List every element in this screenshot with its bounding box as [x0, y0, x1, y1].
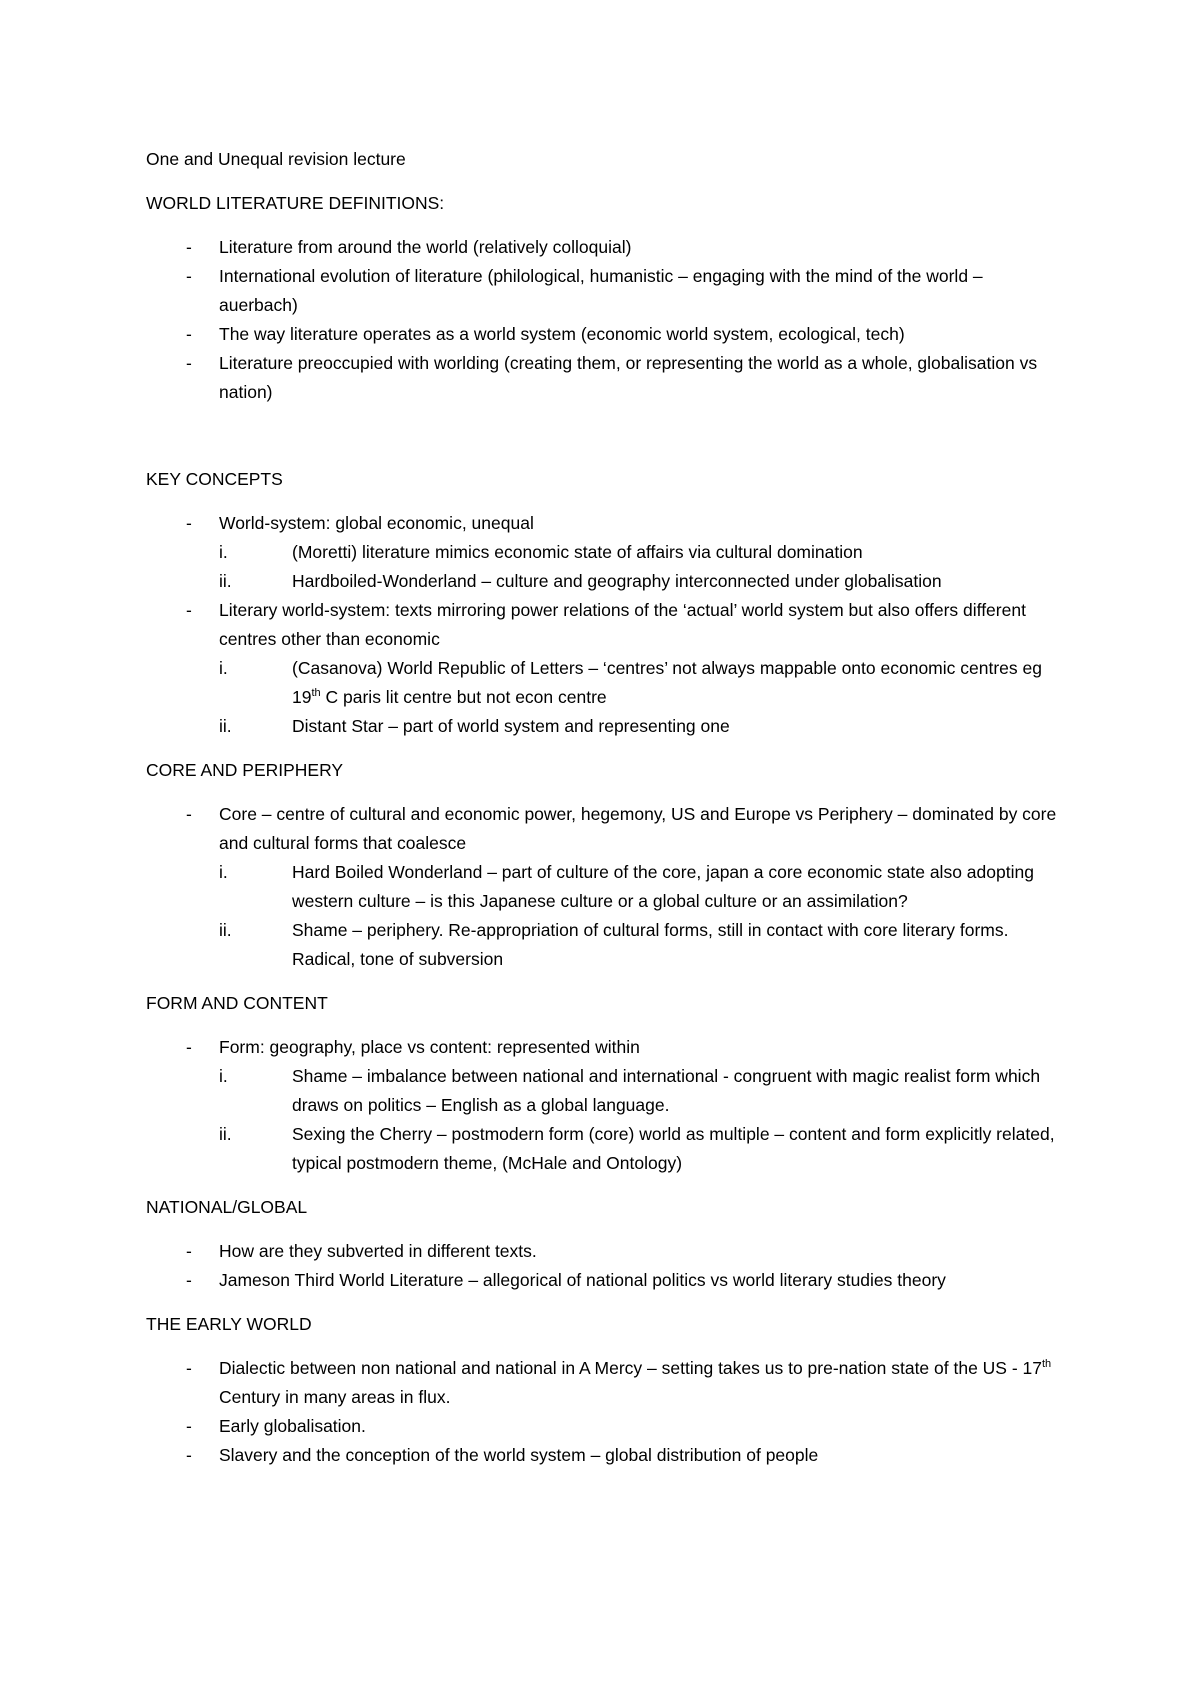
list-item-text-cont: Century in many areas in flux. — [219, 1387, 451, 1407]
list-item-text: Form: geography, place vs content: represented within — [219, 1037, 640, 1057]
bullet-list — [146, 1237, 1066, 1295]
list-item-text: Jameson Third World Literature – allegorical of national politics vs world literary studies theory — [219, 1270, 946, 1290]
list-item-text: Dialectic between non national and national in A Mercy – setting takes us to pre-nation state of the US - 17 — [219, 1358, 1042, 1378]
list-item-text: Literary world-system: texts mirroring power relations of the ‘actual’ world system but also offers different centres other than economic — [219, 600, 1026, 649]
sub-list-marker: ii. — [219, 920, 232, 940]
list-item-text: Early globalisation. — [219, 1416, 366, 1436]
document-body — [146, 145, 1066, 1485]
sub-list-item — [146, 567, 1066, 596]
sub-list-marker: ii. — [219, 1124, 232, 1144]
list-item-text: International evolution of literature (philological, humanistic – engaging with the mind of the world – auerbach) — [219, 266, 983, 315]
bullet-list — [146, 233, 1066, 407]
sub-list-item-text: Shame – imbalance between national and international - congruent with magic realist form which draws on politics – English as a global language. — [292, 1066, 1041, 1115]
section-national-global — [146, 1193, 1066, 1295]
list-item-text: Literature preoccupied with worlding (creating them, or representing the world as a whole, globalisation vs nation) — [219, 353, 1038, 402]
bullet-list — [146, 509, 1066, 741]
section-heading: WORLD LITERATURE DEFINITIONS: — [146, 193, 445, 213]
list-item — [146, 1266, 1066, 1295]
sub-list-item-text: (Casanova) World Republic of Letters – ‘centres’ not always mappable onto economic centres eg 19 — [292, 658, 1042, 707]
section-world-literature-definitions — [146, 189, 1066, 407]
document-title: One and Unequal revision lecture — [146, 149, 406, 169]
section-core-and-periphery — [146, 756, 1066, 974]
sub-list-item-text-cont: C paris lit centre but not econ centre — [320, 687, 607, 707]
list-item-text: Slavery and the conception of the world system – global distribution of people — [219, 1445, 819, 1465]
sub-list-marker: ii. — [219, 716, 232, 736]
sub-list-item-text: Shame – periphery. Re-appropriation of cultural forms, still in contact with core literary forms. Radical, tone of subversion — [292, 920, 1009, 969]
sub-list-marker: i. — [219, 1066, 228, 1086]
section-heading: KEY CONCEPTS — [146, 469, 283, 489]
sub-list — [146, 538, 1066, 596]
section-heading: CORE AND PERIPHERY — [146, 760, 344, 780]
list-item — [146, 596, 1066, 741]
superscript: th — [1042, 1358, 1052, 1371]
section-heading: THE EARLY WORLD — [146, 1314, 312, 1334]
sub-list-item-text: Hard Boiled Wonderland – part of culture of the core, japan a core economic state also adopting western culture – is this Japanese culture or a global culture or an assimilation? — [292, 862, 1034, 911]
list-item — [146, 800, 1066, 974]
section-key-concepts — [146, 465, 1066, 741]
sub-list — [146, 858, 1066, 974]
section-the-early-world — [146, 1310, 1066, 1470]
list-item-text: Core – centre of cultural and economic power, hegemony, US and Europe vs Periphery – dominated by core and cultural forms that coalesce — [219, 804, 1057, 853]
sub-list-item — [146, 858, 1066, 916]
sub-list-item-text: Hardboiled-Wonderland – culture and geography interconnected under globalisation — [292, 571, 942, 591]
list-item-text: World-system: global economic, unequal — [219, 513, 534, 533]
section-heading: NATIONAL/GLOBAL — [146, 1197, 308, 1217]
list-item — [146, 1354, 1066, 1412]
sub-list-item — [146, 1062, 1066, 1120]
section-heading: FORM AND CONTENT — [146, 993, 328, 1013]
sub-list-marker: ii. — [219, 571, 232, 591]
sub-list-marker: i. — [219, 542, 228, 562]
list-item-text: The way literature operates as a world system (economic world system, ecological, tech) — [219, 324, 905, 344]
sub-list — [146, 654, 1066, 741]
sub-list-marker: i. — [219, 658, 228, 678]
list-item — [146, 1441, 1066, 1470]
sub-list-item — [146, 712, 1066, 741]
sub-list-item-text: (Moretti) literature mimics economic state of affairs via cultural domination — [292, 542, 863, 562]
sub-list-item — [146, 1120, 1066, 1178]
list-item — [146, 1412, 1066, 1441]
list-item — [146, 509, 1066, 596]
bullet-list — [146, 800, 1066, 974]
list-item — [146, 349, 1066, 407]
list-item — [146, 1033, 1066, 1178]
list-item — [146, 320, 1066, 349]
list-item-text: How are they subverted in different texts. — [219, 1241, 537, 1261]
bullet-list — [146, 1354, 1066, 1470]
sub-list-item — [146, 538, 1066, 567]
sub-list-item — [146, 916, 1066, 974]
superscript: th — [311, 687, 321, 700]
list-item — [146, 1237, 1066, 1266]
bullet-list — [146, 1033, 1066, 1178]
section-form-and-content — [146, 989, 1066, 1178]
list-item — [146, 233, 1066, 262]
sub-list-item — [146, 654, 1066, 712]
sub-list-item-text: Distant Star – part of world system and representing one — [292, 716, 730, 736]
sub-list-marker: i. — [219, 862, 228, 882]
sub-list — [146, 1062, 1066, 1178]
sub-list-item-text: Sexing the Cherry – postmodern form (core) world as multiple – content and form explicitly related, typical postmodern theme, (McHale and Ontology) — [292, 1124, 1055, 1173]
list-item — [146, 262, 1066, 320]
list-item-text: Literature from around the world (relatively colloquial) — [219, 237, 632, 257]
